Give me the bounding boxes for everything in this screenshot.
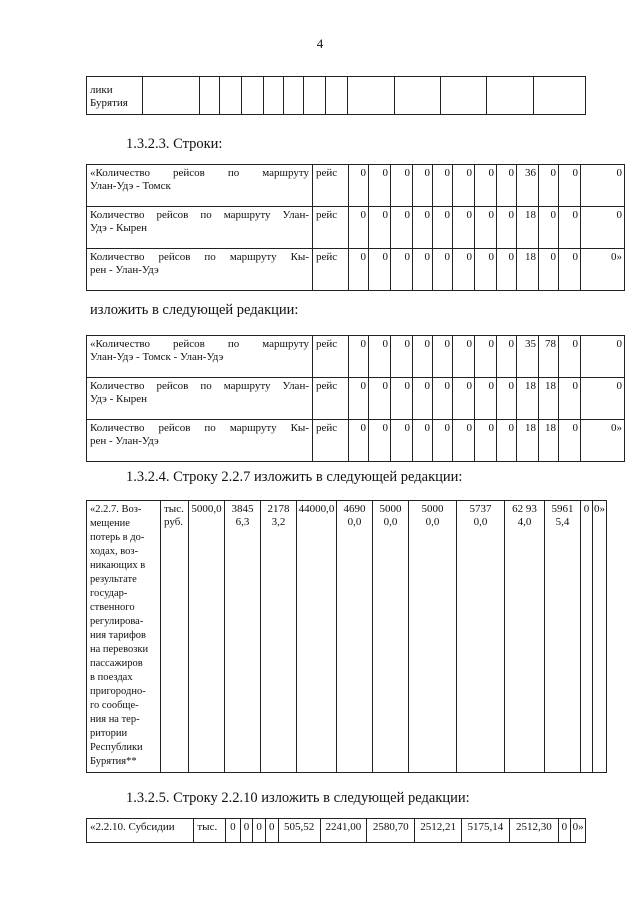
value-cell: 0: [413, 207, 433, 249]
value-cell: 18: [517, 249, 539, 291]
value-cell: 5737 0,0: [457, 501, 505, 773]
value-cell: 0: [253, 819, 266, 843]
value-cell: 0: [559, 336, 581, 378]
indicator-name-cell: «2.2.10. Субсидии: [87, 819, 194, 843]
old-row-2: [87, 207, 625, 249]
value-cell: 0: [497, 249, 517, 291]
route-name-line-1: Количество рейсов по маршруту Улан-: [90, 380, 309, 392]
value-cell: 0: [349, 420, 369, 462]
value-cell: 0: [240, 819, 253, 843]
value-cell: 0: [433, 336, 453, 378]
value-cell: 0: [581, 501, 593, 773]
table-new-rows: [86, 335, 625, 462]
value-cell: 0»: [581, 249, 625, 291]
value-cell: 0: [225, 819, 240, 843]
value-cell: 0: [391, 420, 413, 462]
value-cell: 2512,30: [510, 819, 558, 843]
value-cell: 18: [539, 378, 559, 420]
value-cell: 0: [349, 336, 369, 378]
value-cell: 0: [391, 378, 413, 420]
value-cell: 0: [475, 249, 497, 291]
value-cell: 0: [539, 207, 559, 249]
value-cell: 0: [453, 336, 475, 378]
value-cell: 0: [559, 378, 581, 420]
value-cell: 0: [433, 420, 453, 462]
value-cell: 0: [369, 207, 391, 249]
value-cell: 0: [349, 165, 369, 207]
value-cell: 5961 5,4: [545, 501, 581, 773]
route-name-line-1: Количество рейсов по маршруту Кы-: [90, 251, 309, 263]
value-cell: 0: [391, 207, 413, 249]
value-cell: 0: [497, 165, 517, 207]
value-cell: 4690 0,0: [337, 501, 373, 773]
value-cell: 18: [517, 207, 539, 249]
value-cell: 2580,70: [366, 819, 414, 843]
route-name-cell: [87, 165, 313, 207]
value-cell: 0: [453, 378, 475, 420]
heading-1-3-2-3: 1.3.2.3. Строки:: [126, 136, 223, 152]
value-cell: 0: [559, 420, 581, 462]
value-cell: 0: [453, 420, 475, 462]
value-cell: 0: [369, 249, 391, 291]
value-cell: 0: [433, 207, 453, 249]
route-name-cell: [87, 420, 313, 462]
value-cell: 0: [475, 420, 497, 462]
value-cell: 2178 3,2: [261, 501, 297, 773]
old-row-3: [87, 249, 625, 291]
old-row-1: [87, 165, 625, 207]
heading-1-3-2-4: 1.3.2.4. Строку 2.2.7 изложить в следующей редакции:: [126, 469, 463, 485]
value-cell: 0: [581, 207, 625, 249]
route-name-line-2: рен - Улан-Удэ: [90, 264, 159, 276]
value-cell: 78: [539, 336, 559, 378]
value-cell: 0: [581, 336, 625, 378]
value-cell: 5000 0,0: [409, 501, 457, 773]
value-cell: 5000,0: [189, 501, 225, 773]
value-cell: 0: [558, 819, 571, 843]
region-cell: лики Бурятия: [87, 77, 143, 115]
value-cell: 0: [433, 378, 453, 420]
unit-cell: тыс.: [194, 819, 226, 843]
value-cell: 0: [433, 165, 453, 207]
new-row-1: [87, 336, 625, 378]
unit-cell: рейс: [313, 249, 349, 291]
value-cell: 0: [453, 249, 475, 291]
unit-cell: рейс: [313, 378, 349, 420]
value-cell: 5175,14: [461, 819, 509, 843]
value-cell: 36: [517, 165, 539, 207]
route-name-line-1: «Количество рейсов по маршруту: [90, 338, 309, 350]
heading-1-3-2-5: 1.3.2.5. Строку 2.2.10 изложить в следующей редакции:: [126, 790, 470, 806]
value-cell: 0: [539, 249, 559, 291]
route-name-line-1: «Количество рейсов по маршруту: [90, 167, 309, 179]
unit-cell: рейс: [313, 165, 349, 207]
table-top-fragment: [86, 76, 586, 115]
value-cell: 0: [539, 165, 559, 207]
value-cell: 5000 0,0: [373, 501, 409, 773]
value-cell: 0: [413, 420, 433, 462]
value-cell: 505,52: [278, 819, 320, 843]
unit-cell: рейс: [313, 336, 349, 378]
value-cell: 0: [475, 378, 497, 420]
value-cell: 0: [349, 378, 369, 420]
value-cell: 0»: [571, 819, 586, 843]
value-cell: 0: [475, 336, 497, 378]
unit-cell: рейс: [313, 207, 349, 249]
route-name-cell: [87, 207, 313, 249]
value-cell: 0: [369, 165, 391, 207]
value-cell: 0: [413, 336, 433, 378]
value-cell: 0: [453, 165, 475, 207]
new-row-2: [87, 378, 625, 420]
value-cell: 0: [413, 249, 433, 291]
value-cell: 0: [581, 165, 625, 207]
new-row-3: [87, 420, 625, 462]
value-cell: 18: [539, 420, 559, 462]
value-cell: 44000,0: [297, 501, 337, 773]
indicator-name-cell: «2.2.7. Воз- мещение потерь в до- ходах, воз- никающих в результате государ- ственного регулирова- ния тарифов на перевозки пассажиров в поездах пригородно- го сообще- ния на тер- ритории Республики Бурятия**: [87, 501, 161, 773]
route-name-line-2: Улан-Удэ - Томск: [90, 180, 171, 192]
value-cell: 0: [497, 378, 517, 420]
route-name-cell: [87, 336, 313, 378]
value-cell: 0: [413, 165, 433, 207]
route-name-line-2: Удэ - Кырен: [90, 222, 147, 234]
value-cell: 0: [475, 165, 497, 207]
value-cell: 0: [581, 378, 625, 420]
value-cell: 3845 6,3: [225, 501, 261, 773]
route-name-line-1: Количество рейсов по маршруту Кы-: [90, 422, 309, 434]
value-cell: 0: [349, 249, 369, 291]
value-cell: 0: [391, 249, 413, 291]
page-number: 4: [316, 36, 324, 51]
value-cell: 0: [497, 336, 517, 378]
value-cell: 2241,00: [320, 819, 366, 843]
value-cell: 18: [517, 420, 539, 462]
value-cell: 0: [413, 378, 433, 420]
table-row-2-2-10: [86, 818, 586, 843]
route-name-line-2: Удэ - Кырен: [90, 393, 147, 405]
table-old-rows: [86, 164, 625, 291]
unit-cell: рейс: [313, 420, 349, 462]
value-cell: 0: [559, 249, 581, 291]
value-cell: 0: [369, 378, 391, 420]
value-cell: 18: [517, 378, 539, 420]
unit-cell: тыс. руб.: [161, 501, 189, 773]
value-cell: 0»: [593, 501, 607, 773]
value-cell: 0: [265, 819, 278, 843]
value-cell: 0: [369, 336, 391, 378]
value-cell: 0: [433, 249, 453, 291]
heading-new-edition: изложить в следующей редакции:: [90, 302, 299, 318]
value-cell: 0»: [581, 420, 625, 462]
value-cell: 0: [475, 207, 497, 249]
route-name-line-2: рен - Улан-Удэ: [90, 435, 159, 447]
route-name-line-2: Улан-Удэ - Томск - Улан-Удэ: [90, 351, 224, 363]
value-cell: 0: [497, 207, 517, 249]
route-name-cell: [87, 378, 313, 420]
value-cell: 0: [391, 336, 413, 378]
value-cell: 0: [559, 165, 581, 207]
table-row-2-2-7: [86, 500, 607, 773]
value-cell: 0: [497, 420, 517, 462]
value-cell: 0: [349, 207, 369, 249]
value-cell: 0: [453, 207, 475, 249]
route-name-cell: [87, 249, 313, 291]
value-cell: 62 93 4,0: [505, 501, 545, 773]
value-cell: 35: [517, 336, 539, 378]
value-cell: 2512,21: [415, 819, 461, 843]
value-cell: 0: [391, 165, 413, 207]
route-name-line-1: Количество рейсов по маршруту Улан-: [90, 209, 309, 221]
value-cell: 0: [369, 420, 391, 462]
value-cell: 0: [559, 207, 581, 249]
